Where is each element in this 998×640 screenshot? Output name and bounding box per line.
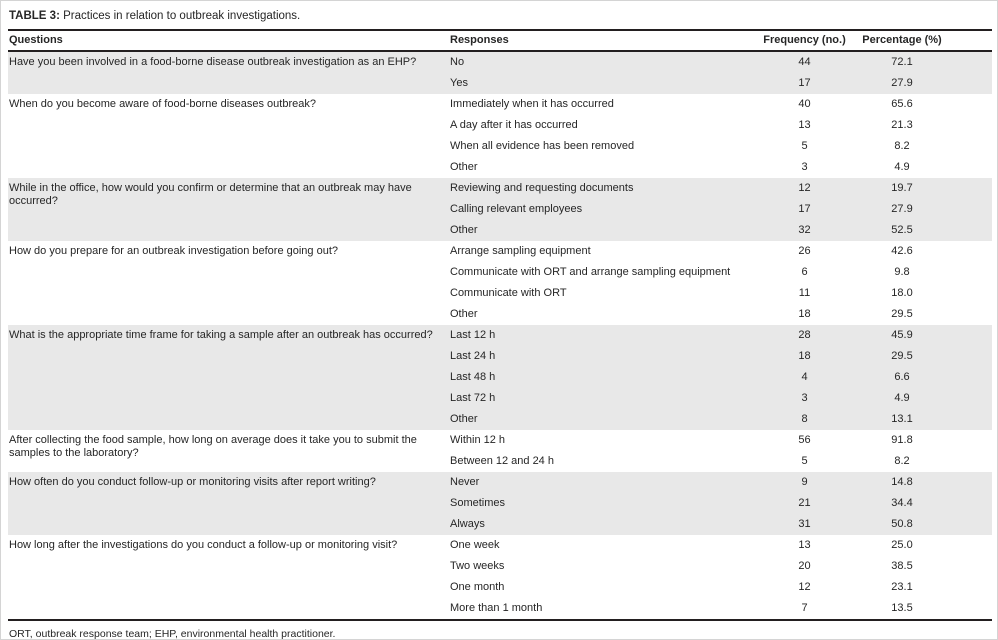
- filler-cell: [952, 157, 992, 178]
- response-cell: Never: [449, 472, 757, 493]
- response-cell: Immediately when it has occurred: [450, 98, 614, 110]
- frequency-cell: 11: [798, 287, 811, 299]
- percentage-cell: 21.3: [891, 119, 913, 131]
- percentage-cell: 65.6: [891, 98, 913, 110]
- frequency-cell: 20: [798, 560, 811, 572]
- question-cell: Have you been involved in a food-borne disease outbreak investigation as an EHP?: [8, 51, 449, 94]
- frequency-cell: 3: [757, 388, 852, 409]
- frequency-cell: 32: [757, 220, 852, 241]
- question-cell: While in the office, how would you confirm or determine that an outbreak may have occurred?: [8, 178, 449, 241]
- frequency-cell: 3: [801, 161, 808, 173]
- filler-cell: [952, 577, 992, 598]
- question-cell: After collecting the food sample, how long on average does it take you to submit the samples to the laboratory?: [9, 434, 417, 459]
- footnote: ORT, outbreak response team; EHP, environmental health practitioner.: [9, 628, 336, 640]
- filler-cell: [952, 598, 992, 620]
- filler-cell: [952, 304, 992, 325]
- filler-cell: [952, 136, 992, 157]
- filler-cell: [952, 535, 992, 556]
- percentage-cell: 45.9: [852, 325, 952, 346]
- question-cell: When do you become aware of food-borne diseases outbreak?: [9, 98, 316, 110]
- frequency-cell: 40: [798, 98, 811, 110]
- frequency-cell: 17: [757, 73, 852, 94]
- percentage-cell: 52.5: [852, 220, 952, 241]
- table-caption-text: Practices in relation to outbreak investigations.: [59, 10, 301, 22]
- column-header-percentage: Percentage (%): [852, 30, 952, 51]
- percentage-cell: 29.5: [852, 346, 952, 367]
- percentage-cell: 14.8: [852, 472, 952, 493]
- response-cell: No: [449, 51, 757, 73]
- percentage-cell: 4.9: [852, 388, 952, 409]
- frequency-cell: 17: [757, 199, 852, 220]
- frequency-cell: 6: [801, 266, 808, 278]
- filler-cell: [952, 346, 992, 367]
- table-header-row: [8, 30, 992, 51]
- column-header-filler: [952, 30, 992, 51]
- question-cell: How often do you conduct follow-up or monitoring visits after report writing?: [8, 472, 449, 535]
- table-row: [8, 472, 992, 493]
- table-row: [8, 178, 992, 199]
- percentage-cell: 8.2: [894, 455, 910, 467]
- frequency-cell: 18: [798, 308, 811, 320]
- filler-cell: [952, 220, 992, 241]
- response-cell: One month: [450, 581, 505, 593]
- table-row: [8, 430, 992, 451]
- filler-cell: [952, 283, 992, 304]
- percentage-cell: 13.1: [852, 409, 952, 430]
- response-cell: Other: [450, 161, 478, 173]
- column-header-questions: Questions: [8, 30, 449, 51]
- response-cell: Communicate with ORT: [450, 287, 567, 299]
- percentage-cell: 27.9: [852, 199, 952, 220]
- frequency-cell: 4: [757, 367, 852, 388]
- frequency-cell: 18: [757, 346, 852, 367]
- frequency-cell: 31: [757, 514, 852, 535]
- percentage-cell: 6.6: [852, 367, 952, 388]
- table-row: [8, 325, 992, 346]
- filler-cell: [952, 178, 992, 199]
- response-cell: Other: [450, 308, 478, 320]
- table-row: [8, 535, 992, 556]
- frequency-cell: 13: [798, 119, 811, 131]
- percentage-cell: 42.6: [891, 245, 913, 257]
- frequency-cell: 26: [798, 245, 811, 257]
- filler-cell: [952, 115, 992, 136]
- response-cell: Sometimes: [449, 493, 757, 514]
- response-cell: Yes: [449, 73, 757, 94]
- percentage-cell: 19.7: [852, 178, 952, 199]
- frequency-cell: 13: [798, 539, 811, 551]
- response-cell: A day after it has occurred: [450, 119, 578, 131]
- frequency-cell: 56: [798, 434, 811, 446]
- filler-cell: [952, 367, 992, 388]
- table-caption: [9, 9, 990, 23]
- filler-cell: [952, 94, 992, 115]
- table-row: [8, 94, 992, 115]
- frequency-cell: 7: [801, 602, 808, 614]
- filler-cell: [952, 493, 992, 514]
- percentage-cell: 18.0: [891, 287, 913, 299]
- frequency-cell: 12: [757, 178, 852, 199]
- filler-cell: [952, 430, 992, 451]
- filler-cell: [952, 409, 992, 430]
- response-cell: Other: [449, 220, 757, 241]
- question-cell: How do you prepare for an outbreak investigation before going out?: [9, 245, 338, 257]
- question-cell: How long after the investigations do you conduct a follow-up or monitoring visit?: [9, 539, 398, 551]
- response-cell: Arrange sampling equipment: [450, 245, 591, 257]
- frequency-cell: 8: [757, 409, 852, 430]
- response-cell: One week: [450, 539, 500, 551]
- response-cell: Calling relevant employees: [449, 199, 757, 220]
- response-cell: Two weeks: [450, 560, 505, 572]
- percentage-cell: 91.8: [891, 434, 913, 446]
- frequency-cell: 5: [801, 140, 808, 152]
- filler-cell: [952, 556, 992, 577]
- percentage-cell: 8.2: [894, 140, 910, 152]
- filler-cell: [952, 388, 992, 409]
- frequency-cell: 5: [801, 455, 808, 467]
- response-cell: Last 48 h: [449, 367, 757, 388]
- percentage-cell: 13.5: [891, 602, 913, 614]
- percentage-cell: 25.0: [891, 539, 913, 551]
- response-cell: More than 1 month: [450, 602, 543, 614]
- frequency-cell: 28: [757, 325, 852, 346]
- filler-cell: [952, 262, 992, 283]
- frequency-cell: 12: [798, 581, 811, 593]
- frequency-cell: 9: [757, 472, 852, 493]
- question-cell: What is the appropriate time frame for taking a sample after an outbreak has occurred?: [8, 325, 449, 430]
- percentage-cell: 27.9: [852, 73, 952, 94]
- percentage-cell: 9.8: [894, 266, 910, 278]
- filler-cell: [952, 325, 992, 346]
- filler-cell: [952, 472, 992, 493]
- filler-cell: [952, 241, 992, 262]
- filler-cell: [952, 451, 992, 472]
- table-row: [8, 51, 992, 73]
- filler-cell: [952, 199, 992, 220]
- percentage-cell: 29.5: [891, 308, 913, 320]
- table-body: [8, 51, 992, 620]
- frequency-cell: 21: [757, 493, 852, 514]
- data-table: [8, 29, 992, 621]
- response-cell: Between 12 and 24 h: [450, 455, 554, 467]
- percentage-cell: 38.5: [891, 560, 913, 572]
- percentage-cell: 50.8: [852, 514, 952, 535]
- column-header-responses: Responses: [449, 30, 757, 51]
- percentage-cell: 23.1: [891, 581, 913, 593]
- table-caption-label: TABLE 3:: [9, 10, 60, 22]
- filler-cell: [952, 73, 992, 94]
- response-cell: Last 12 h: [449, 325, 757, 346]
- filler-cell: [952, 51, 992, 73]
- percentage-cell: 4.9: [894, 161, 910, 173]
- response-cell: Other: [449, 409, 757, 430]
- table-row: [8, 241, 992, 262]
- response-cell: When all evidence has been removed: [450, 140, 635, 152]
- response-cell: Within 12 h: [450, 434, 506, 446]
- response-cell: Last 72 h: [449, 388, 757, 409]
- filler-cell: [952, 514, 992, 535]
- response-cell: Reviewing and requesting documents: [449, 178, 757, 199]
- response-cell: Last 24 h: [449, 346, 757, 367]
- column-header-frequency: Frequency (no.): [757, 30, 852, 51]
- response-cell: Communicate with ORT and arrange sampling equipment: [450, 266, 731, 278]
- percentage-cell: 34.4: [852, 493, 952, 514]
- response-cell: Always: [449, 514, 757, 535]
- frequency-cell: 44: [757, 51, 852, 73]
- percentage-cell: 72.1: [852, 51, 952, 73]
